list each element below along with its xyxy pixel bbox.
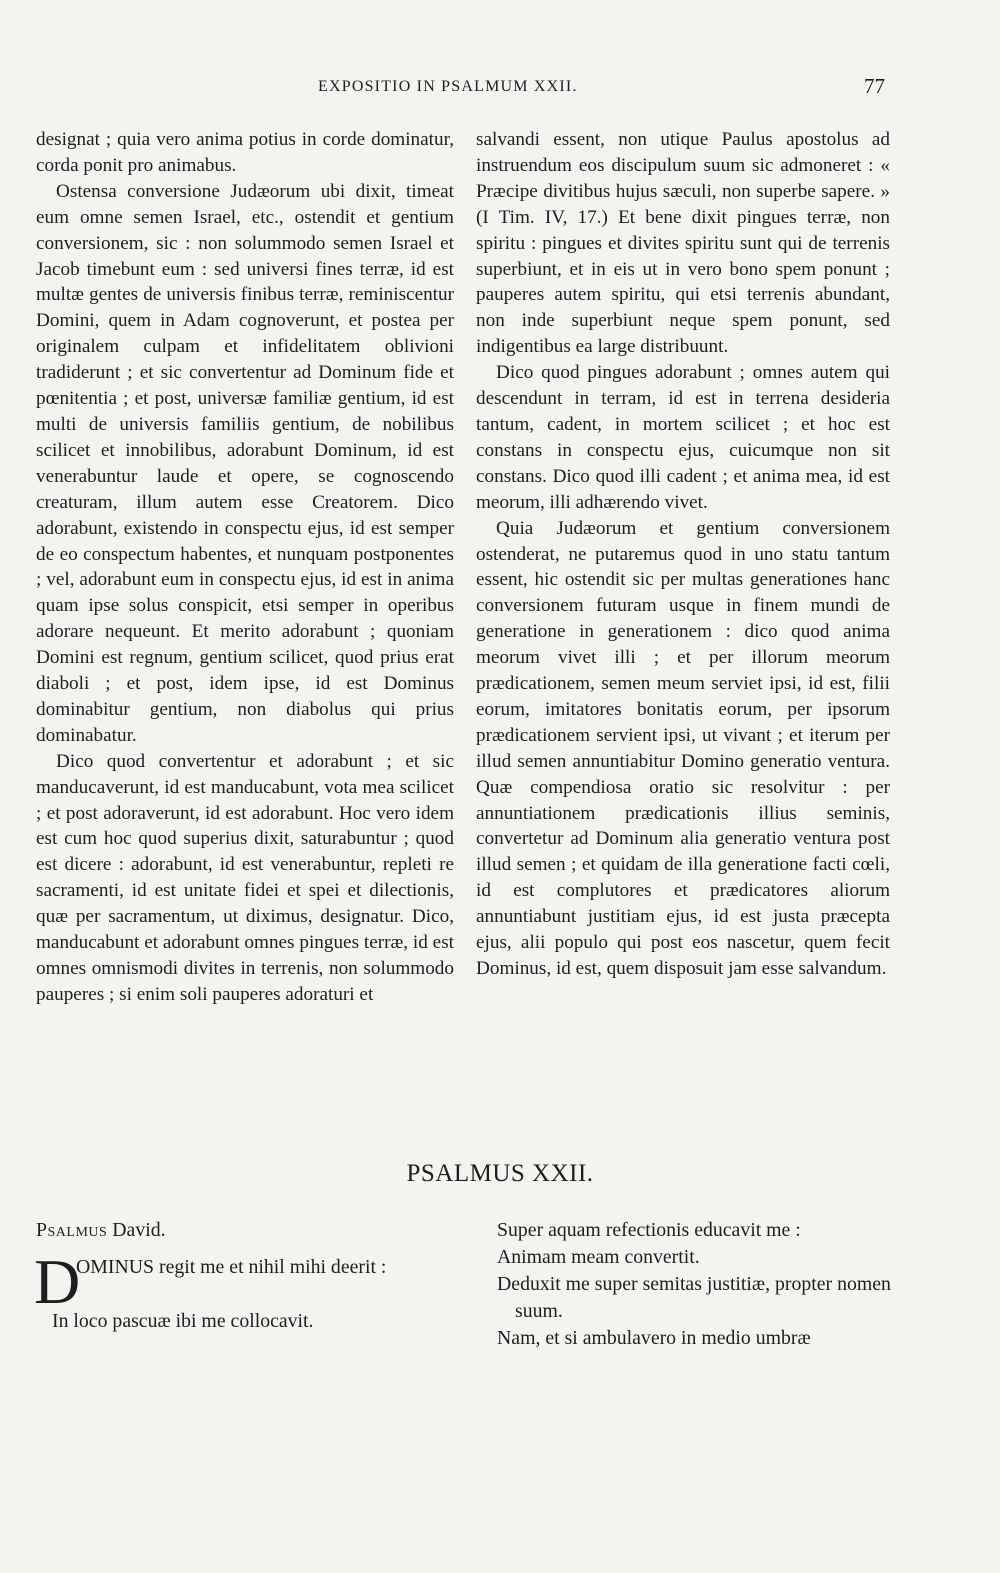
page-number: 77	[864, 74, 885, 98]
psalm-heading-smallcaps: Psalmus	[36, 1219, 108, 1241]
right-paragraph-2: Dico quod pingues adorabunt ; omnes autem qui descendunt in terram, id est in terrena desideria tantum, cadent, in mortem scilicet ; et hoc est constans in conspectu ejus, cuicumque non sit constans. Dico quod illi cadent ; et anima mea, id est meorum, illi adhærendo vivet.	[476, 362, 890, 513]
psalm-verse-6: Nam, et si ambulavero in medio umbræ	[497, 1327, 811, 1349]
left-paragraph-1: designat ; quia vero anima potius in corde dominatur, corda ponit pro animabus.	[36, 129, 454, 176]
psalm-verse-4: Animam meam convertit.	[497, 1246, 700, 1268]
left-paragraph-2: Ostensa conversione Judæorum ubi dixit, timeat eum omne semen Israel, etc., ostendit et gentium conversionem, sic : non solummodo semen Israel et Jacob timebunt eum : sed universi fines terræ, id est multæ gentes de universis finibus terræ, reminiscentur Domini, quem in Adam cognoverunt, et postea per originalem culpam et infidelitatem oblivioni tradiderunt ; et sic convertentur ad Dominum fide et pœnitentia ; et post, universæ familiæ gentium, id est multi de universis familiis gentium, de nobilibus scilicet et innobilibus, adorabunt Dominum, id est venerabuntur laude et opere, se cognoscendo creaturam, illum autem esse Creatorem. Dico adorabunt, existendo in conspectu ejus, id est semper de eo conspectum habentes, et nunquam postponentes ; vel, adorabunt eum in conspectu ejus, id est in anima quam ipse solus conspicit, etsi semper in operibus adorare nequeunt. Et merito adorabunt ; quoniam Domini est regnum, gentium scilicet, quod prius erat diaboli ; et post, idem ipse, id est Dominus dominabitur gentium, non diabolus qui prius dominabatur.	[36, 180, 454, 746]
right-paragraph-3: Quia Judæorum et gentium conversionem ostenderat, ne putaremus quod in uno statu tantum essent, hic ostendit sic per multas generationes hanc conversionem futuram usque in finem mundi de generatione in generationem : dico quod anima meorum vivet illi ; et per illorum meorum prædicationem, semen meum serviet ipsi, id est, filii eorum, imitatores bonitatis eorum, per ipsorum prædicationem servient ipsi, ut vivant ; et iterum per illud semen annuntiabitur Domino generatio ventura. Quæ compendiosa oratio sic resolvitur : per annuntiationem prædicationis illius seminis, convertetur ad Dominum alia generatio ventura post illud semen ; et quidam de illa generatione facti cœli, id est complutores et prædicatores aliorum annuntiabunt justitiam ejus, id est justa præcepta ejus, alii populo qui post eos nascetur, quem fecit Dominus, id est, quem disposuit jam esse salvandum.	[476, 517, 890, 979]
psalm-text-left	[36, 1217, 456, 1335]
psalm-verse-5: Deduxit me super semitas justitiæ, propter nomen suum.	[497, 1273, 891, 1322]
psalm-verse-2: In loco pascuæ ibi me collocavit.	[52, 1310, 314, 1332]
psalm-verse-3: Super aquam refectionis educavit me :	[497, 1219, 801, 1241]
running-header	[0, 74, 1000, 104]
psalm-heading	[36, 1217, 456, 1244]
right-paragraph-1: salvandi essent, non utique Paulus apostolus ad instruendum eos discipulum suum sic admoneret : « Præcipe divitibus hujus sæculi, non superbe sapere. » (I Tim. IV, 17.) Et bene dixit pingues terræ, non spiritu : pingues et divites spiritu sunt qui de terrenis superbiunt, et in eis ut in vero bono spem ponunt ; pauperes autem spiritu, qui etsi terrenis abundant, non inde superbiunt neque spem ponunt, sed indigentibus ea large distribuunt.	[476, 129, 890, 358]
psalm-verse-1	[34, 1246, 456, 1317]
left-paragraph-3: Dico quod convertentur et adorabunt ; et sic manducaverunt, id est manducabunt, vota mea scilicet ; et post adoraverunt, id est adorabunt. Hoc vero idem est cum hoc quod superius dixit, saturabuntur ; quod est dicere : adorabunt, id est venerabuntur, repleti re sacramenti, id est unitate fidei et spei et dilectionis, quæ per sacramentum, ut diximus, designatur. Dico, manducabunt et adorabunt omnes pingues terræ, id est omnes omnismodi divites in terrenis, non solummodo pauperes ; si enim soli pauperes adoraturi et	[36, 750, 454, 1005]
psalm-text-right	[497, 1217, 897, 1352]
running-title: EXPOSITIO IN PSALMUM XXII.	[318, 78, 578, 95]
left-column	[36, 127, 454, 1008]
psalm-heading-rest: David.	[112, 1219, 166, 1241]
psalm-title: PSALMUS XXII.	[406, 1160, 594, 1187]
drop-cap: D	[34, 1246, 81, 1317]
right-column	[476, 127, 890, 982]
psalm-verse-1-text: OMINUS regit me et nihil mihi deerit :	[76, 1256, 387, 1278]
